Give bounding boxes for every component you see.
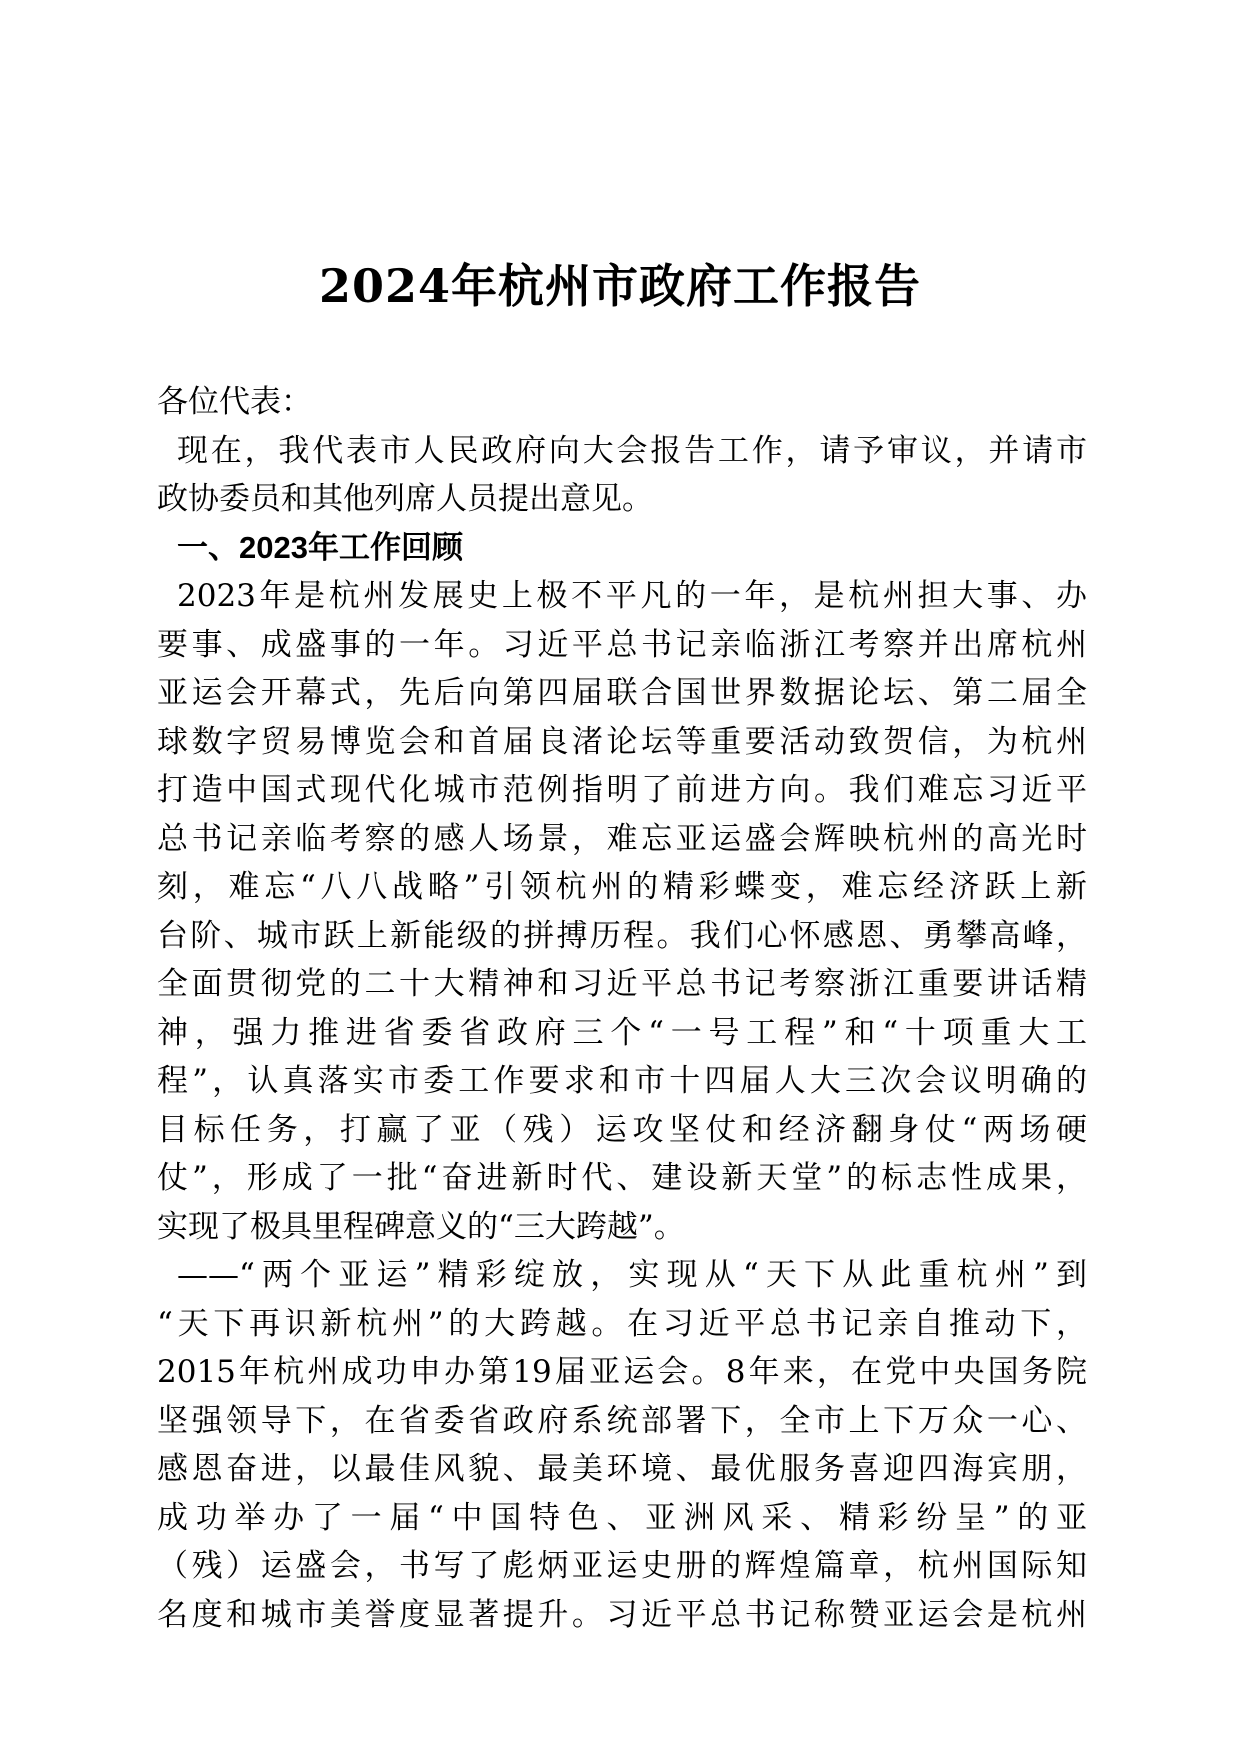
paragraph-line: 2023年是杭州发展史上极不平凡的一年，是杭州担大事、办 xyxy=(177,578,1087,614)
document-title: 2024年杭州市政府工作报告 xyxy=(318,259,922,313)
paragraph-line: 球数字贸易博览会和首届良渚论坛等重要活动致贺信，为杭州 xyxy=(157,723,1087,760)
paragraph-line: 仗”，形成了一批“奋进新时代、建设新天堂”的标志性成果， xyxy=(157,1160,1087,1196)
paragraph-line: 打造中国式现代化城市范例指明了前进方向。我们难忘习近平 xyxy=(157,772,1087,808)
paragraph-line: 感恩奋进，以最佳风貌、最美环境、最优服务喜迎四海宾朋， xyxy=(157,1451,1087,1487)
paragraph-line: 程”，认真落实市委工作要求和市十四届人大三次会议明确的 xyxy=(157,1063,1087,1099)
paragraph-line: 刻，难忘“八八战略”引领杭州的精彩蝶变，难忘经济跃上新 xyxy=(157,869,1087,905)
paragraph-line: 神，强力推进省委省政府三个“一号工程”和“十项重大工 xyxy=(157,1014,1087,1051)
paragraph-line: 2015年杭州成功申办第19届亚运会。8年来，在党中央国务院 xyxy=(157,1354,1087,1390)
paragraph-line: ——“两个亚运”精彩绽放，实现从“天下从此重杭州”到 xyxy=(177,1257,1087,1293)
paragraph-line: 台阶、城市跃上新能级的拼搏历程。我们心怀感恩、勇攀高峰， xyxy=(157,917,1087,954)
salutation: 各位代表： xyxy=(157,384,312,420)
paragraph-line: 亚运会开幕式，先后向第四届联合国世界数据论坛、第二届全 xyxy=(157,675,1087,711)
paragraph-line: （残）运盛会，书写了彪炳亚运史册的辉煌篇章，杭州国际知 xyxy=(157,1548,1087,1584)
paragraph-line: 成功举办了一届“中国特色、亚洲风采、精彩纷呈”的亚 xyxy=(157,1499,1087,1536)
paragraph-line: 名度和城市美誉度显著提升。习近平总书记称赞亚运会是杭州 xyxy=(157,1596,1087,1633)
paragraph-line: 实现了极具里程碑意义的“三大跨越”。 xyxy=(157,1208,685,1245)
paragraph-line: 要事、成盛事的一年。习近平总书记亲临浙江考察并出席杭州 xyxy=(157,626,1087,663)
intro-line: 政协委员和其他列席人员提出意见。 xyxy=(157,481,653,517)
paragraph-line: “天下再识新杭州”的大跨越。在习近平总书记亲自推动下， xyxy=(157,1305,1087,1342)
document-body xyxy=(157,378,1087,1639)
section-heading: 一、2023年工作回顾 xyxy=(177,529,463,565)
paragraph-line: 目标任务，打赢了亚（残）运攻坚仗和经济翻身仗“两场硬 xyxy=(157,1111,1087,1148)
paragraph-line: 总书记亲临考察的感人场景，难忘亚运盛会辉映杭州的高光时 xyxy=(157,820,1087,857)
paragraph-line: 坚强领导下，在省委省政府系统部署下，全市上下万众一心、 xyxy=(157,1402,1087,1439)
paragraph-line: 全面贯彻党的二十大精神和习近平总书记考察浙江重要讲话精 xyxy=(157,966,1087,1002)
intro-line: 现在，我代表市人民政府向大会报告工作，请予审议，并请市 xyxy=(177,432,1087,469)
